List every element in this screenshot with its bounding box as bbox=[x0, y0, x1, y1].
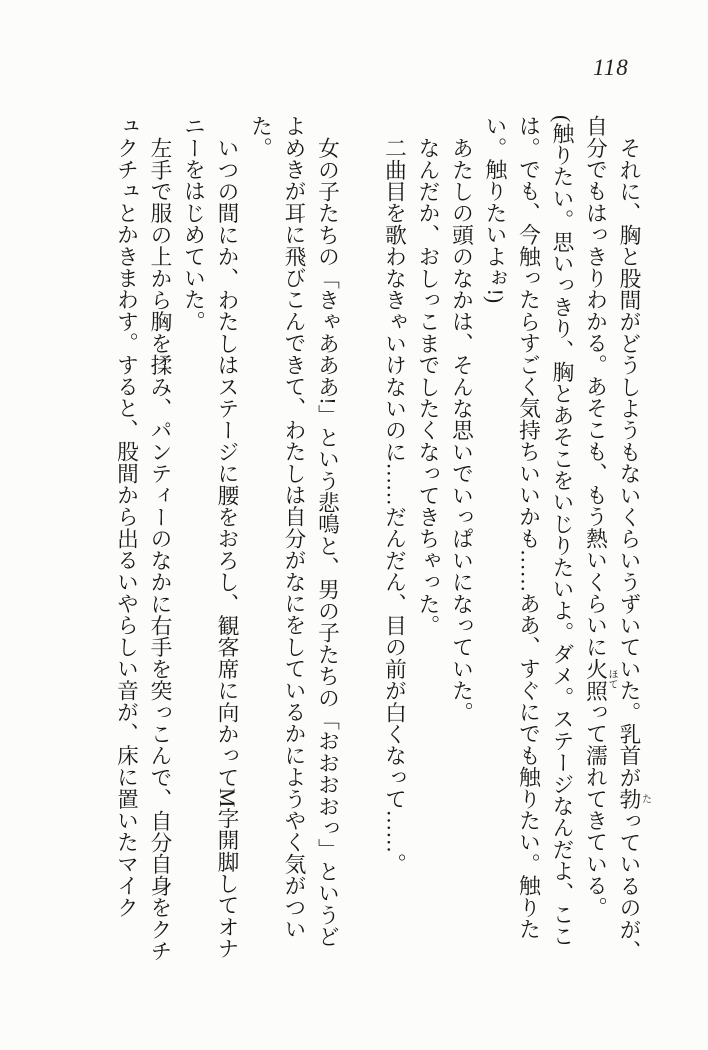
furigana-ruby: 火照ほて bbox=[583, 657, 617, 701]
furigana-ruby: 勃た bbox=[617, 787, 651, 810]
text-block bbox=[109, 115, 650, 965]
paragraph-2: (触りたい。思いっきり、胸とあそこをいじりたいよ。ダメ。ステージなんだよ、ここは。でも、今触ったらすごく気持ちいいかも……ああ、すぐにでも触りたい。触りたい。触りたいよぉ!) bbox=[483, 115, 574, 947]
paragraph-4: なんだか、おしっこまでしたくなってきちゃった。 bbox=[416, 136, 440, 636]
paragraph-6: 女の子たちの「きゃあああ!」という悲鳴と、男の子たちの「おおおおっ」というどよめきが耳に飛びこんできて、わたしは自分がなにをしているかにようやく気がついた。 bbox=[248, 115, 340, 947]
page-number: 118 bbox=[593, 55, 629, 80]
paragraph-8: 左手で服の上から胸を揉み、パンティーのなかに右手を突っこんで、自分自身をクチュクチュとかきまわす。すると、股間から出るいやらしい音が、床に置いたマイク bbox=[114, 115, 172, 962]
paragraph-7: いつの間にか、わたしはステージに腰をおろし、観客席に向かってM字開脚してオナニーをはじめていた。 bbox=[181, 115, 239, 959]
paragraph-1: それに、胸と股間がどうしようもないくらいうずいていた。乳首が勃たっているのが、自分でもはっきりわかる。あそこも、もう熱いくらいに火照ほてって濡れてきている。 bbox=[583, 115, 651, 962]
paragraph-5: 二曲目を歌わなきゃいけないのに……だんだん、目の前が白くなって……。 bbox=[382, 136, 407, 875]
paragraph-3: あたしの頭のなかは、そんな思いでいっぱいになっていた。 bbox=[449, 136, 474, 723]
